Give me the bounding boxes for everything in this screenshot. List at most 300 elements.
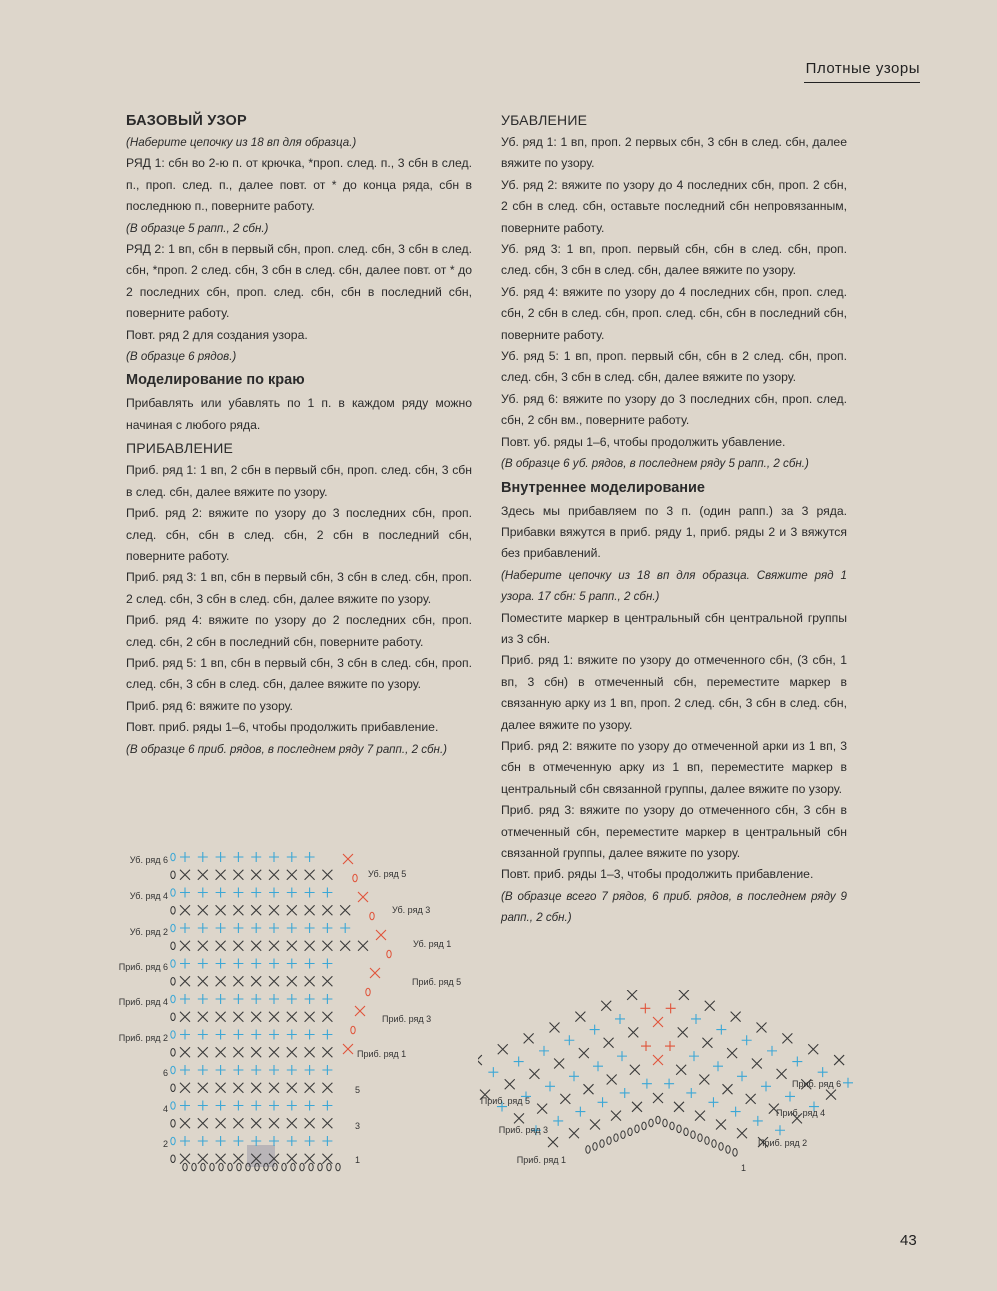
sc-stitch-icon	[180, 888, 190, 898]
chain-stitch-icon	[726, 1146, 730, 1154]
chain-stitch-icon	[336, 1163, 340, 1171]
sc-stitch-icon	[180, 959, 190, 969]
sc-stitch-icon	[666, 1003, 676, 1013]
heading-edge-shaping: Моделирование по краю	[126, 372, 305, 389]
sc-stitch-icon	[198, 994, 208, 1004]
sc-stitch-icon	[575, 1107, 585, 1117]
paragraph: Приб. ряд 2: вяжите по узору до отмеченной арки из 1 вп, 3 сбн в отмеченную арку из 1 вп, переместите маркер в центральный сбн связанной группы, далее вяжите по узору.	[501, 738, 847, 796]
sc-stitch-icon	[287, 1065, 297, 1075]
sc-stitch-icon	[180, 941, 190, 951]
sc-stitch-icon	[539, 1046, 549, 1056]
heading-increase: ПРИБАВЛЕНИЕ	[126, 440, 234, 457]
paragraph: Уб. ряд 6: вяжите по узору до 3 последних сбн, проп. след. сбн, 2 сбн вм., поверните работу.	[501, 391, 847, 428]
sc-stitch-icon	[287, 852, 297, 862]
paragraph: (В образце 5 рапп., 2 сбн.)	[126, 221, 269, 235]
paragraph: Приб. ряд 3: 1 вп, сбн в первый сбн, 3 сбн в след. сбн, проп. 2 след. сбн, 3 сбн в след. сбн, далее вяжите по узору.	[126, 570, 472, 606]
sc-stitch-icon	[216, 852, 226, 862]
sc-stitch-icon	[695, 1111, 705, 1121]
sc-stitch-icon	[305, 994, 315, 1004]
sc-stitch-icon	[180, 1136, 190, 1146]
sc-stitch-icon	[251, 994, 261, 1004]
sc-stitch-icon	[287, 888, 297, 898]
sc-stitch-icon	[216, 1083, 226, 1093]
sc-stitch-icon	[180, 1083, 190, 1093]
chain-stitch-icon	[171, 1031, 175, 1039]
sc-stitch-icon	[198, 852, 208, 862]
sc-stitch-icon	[198, 976, 208, 986]
sc-stitch-icon	[630, 1065, 640, 1075]
sc-stitch-icon	[216, 1118, 226, 1128]
heading-basic-pattern: БАЗОВЫЙ УЗОР	[126, 113, 247, 129]
sc-stitch-icon	[305, 1012, 315, 1022]
sc-stitch-icon	[251, 905, 261, 915]
paragraph: Приб. ряд 4: вяжите по узору до 2 последних сбн, проп. след. сбн, 2 сбн в последний сбн, поверните работу.	[126, 613, 472, 649]
chain-stitch-icon	[705, 1137, 709, 1145]
paragraph: Уб. ряд 5: 1 вп, проп. первый сбн, сбн в 2 след. сбн, проп. след. сбн, 3 сбн в след. сбн, далее вяжите по узору.	[501, 349, 847, 385]
sc-stitch-icon	[590, 1119, 600, 1129]
paragraph: (В образце всего 7 рядов, 6 приб. рядов, в последнем ряду 9 рапп., 2 сбн.)	[501, 889, 847, 925]
sc-stitch-icon	[627, 990, 637, 1000]
chart-row-label: Уб. ряд 5	[368, 869, 407, 879]
chain-stitch-icon	[171, 1102, 175, 1110]
chain-stitch-icon	[291, 1163, 295, 1171]
paragraph: Приб. ряд 3: вяжите по узору до отмеченного сбн, 3 сбн в отмеченный сбн, переместите маркер в центральный сбн связанной группы, далее вяжите по узору.	[501, 803, 847, 860]
chain-stitch-icon	[366, 988, 370, 996]
chain-stitch-icon	[201, 1163, 205, 1171]
sc-stitch-icon	[742, 1035, 752, 1045]
sc-stitch-icon	[305, 959, 315, 969]
sc-stitch-icon	[322, 1030, 332, 1040]
chain-stitch-icon	[370, 912, 374, 920]
sc-stitch-icon	[269, 1012, 279, 1022]
chain-stitch-icon	[628, 1128, 632, 1136]
sc-stitch-icon	[180, 852, 190, 862]
sc-stitch-icon	[664, 1079, 674, 1089]
edge-shaping-crochet-chart	[110, 835, 470, 1180]
chain-stitch-icon	[600, 1140, 604, 1148]
sc-stitch-icon	[808, 1044, 818, 1054]
sc-stitch-icon	[550, 1022, 560, 1032]
paragraph: РЯД 1: сбн во 2-ю п. от крючка, *проп. след. п., 3 сбн в след. п., проп. след. п., далее повт. от * до конца ряда, сбн в последнюю п., поверните работу.	[126, 156, 472, 214]
paragraph: Уб. ряд 4: вяжите по узору до 4 последних сбн, проп. след. сбн, 2 сбн в след. сбн, проп. след. сбн, сбн в последний сбн, поверните работу.	[501, 284, 847, 342]
sc-stitch-icon	[233, 1012, 243, 1022]
heading-decrease: УБАВЛЕНИЕ	[501, 112, 588, 128]
chart-row-label: 2	[162, 1139, 168, 1149]
sc-stitch-icon	[322, 888, 332, 898]
sc-stitch-icon	[305, 1047, 315, 1057]
chain-stitch-icon	[719, 1143, 723, 1151]
sc-stitch-icon	[686, 1088, 696, 1098]
sc-stitch-icon	[287, 923, 297, 933]
chart-row-label: 1	[355, 1155, 361, 1165]
chain-stitch-icon	[635, 1125, 639, 1133]
sc-stitch-icon	[180, 905, 190, 915]
chain-stitch-icon	[586, 1146, 590, 1154]
sc-stitch-icon	[322, 1118, 332, 1128]
chart-row-label: 1	[741, 1163, 747, 1173]
chart-row-label: Уб. ряд 3	[392, 905, 431, 915]
sc-stitch-icon	[287, 905, 297, 915]
sc-stitch-icon	[233, 976, 243, 986]
chain-stitch-icon	[192, 1163, 196, 1171]
sc-stitch-icon	[322, 1101, 332, 1111]
sc-stitch-icon	[233, 852, 243, 862]
paragraph: (В образце 6 рядов.)	[126, 350, 237, 364]
sc-stitch-icon	[305, 1118, 315, 1128]
sc-stitch-icon	[322, 1047, 332, 1057]
chain-stitch-icon	[228, 1163, 232, 1171]
sc-stitch-icon	[305, 905, 315, 915]
sc-stitch-icon	[233, 959, 243, 969]
right-column	[501, 108, 847, 929]
chain-stitch-icon	[171, 1155, 175, 1163]
sc-stitch-icon	[180, 1030, 190, 1040]
chain-stitch-icon	[171, 1066, 175, 1074]
sc-stitch-icon	[340, 905, 350, 915]
chain-stitch-icon	[327, 1163, 331, 1171]
paragraph: Приб. ряд 1: 1 вп, 2 сбн в первый сбн, проп. след. сбн, 3 сбн в след. сбн, далее вяжите по узору.	[126, 463, 472, 499]
chart-row-label: Приб. ряд 6	[792, 1079, 842, 1089]
chart-row-label: Приб. ряд 5	[412, 977, 462, 987]
sc-stitch-icon	[269, 888, 279, 898]
chart-row-label: 6	[162, 1068, 168, 1078]
sc-stitch-icon	[752, 1059, 762, 1069]
chart-row-label: Приб. ряд 2	[118, 1033, 168, 1043]
sc-stitch-icon	[376, 930, 386, 940]
sc-stitch-icon	[322, 870, 332, 880]
sc-stitch-icon	[233, 1118, 243, 1128]
sc-stitch-icon	[767, 1046, 777, 1056]
sc-stitch-icon	[713, 1061, 723, 1071]
sc-stitch-icon	[564, 1035, 574, 1045]
sc-stitch-icon	[269, 1065, 279, 1075]
sc-stitch-icon	[287, 1136, 297, 1146]
sc-stitch-icon	[180, 1065, 190, 1075]
sc-stitch-icon	[514, 1057, 524, 1067]
sc-stitch-icon	[343, 854, 353, 864]
sc-stitch-icon	[628, 1027, 638, 1037]
sc-stitch-icon	[233, 1083, 243, 1093]
sc-stitch-icon	[287, 1047, 297, 1057]
sc-stitch-icon	[269, 870, 279, 880]
sc-stitch-icon	[322, 976, 332, 986]
chain-stitch-icon	[171, 1119, 175, 1127]
sc-stitch-icon	[322, 1136, 332, 1146]
sc-stitch-icon	[569, 1128, 579, 1138]
sc-stitch-icon	[653, 1055, 663, 1065]
sc-stitch-icon	[792, 1057, 802, 1067]
sc-stitch-icon	[753, 1116, 763, 1126]
sc-stitch-icon	[216, 1101, 226, 1111]
sc-stitch-icon	[216, 1136, 226, 1146]
chain-stitch-icon	[642, 1122, 646, 1130]
paragraph: (Наберите цепочку из 18 вп для образца.)	[126, 136, 357, 149]
sc-stitch-icon	[269, 1083, 279, 1093]
paragraph: (В образце 6 приб. рядов, в последнем ряду 7 рапп., 2 сбн.)	[126, 742, 448, 756]
sc-stitch-icon	[498, 1044, 508, 1054]
sc-stitch-icon	[642, 1079, 652, 1089]
sc-stitch-icon	[216, 1065, 226, 1075]
sc-stitch-icon	[505, 1079, 515, 1089]
sc-stitch-icon	[343, 1044, 353, 1054]
sc-stitch-icon	[198, 1101, 208, 1111]
paragraph: Повт. уб. ряды 1–6, чтобы продолжить убавление.	[501, 434, 786, 449]
sc-stitch-icon	[251, 1030, 261, 1040]
sc-stitch-icon	[180, 1047, 190, 1057]
sc-stitch-icon	[640, 1003, 650, 1013]
chart-row-label: Уб. ряд 4	[129, 891, 168, 901]
chart-row-label: Приб. ряд 2	[758, 1138, 808, 1148]
sc-stitch-icon	[590, 1025, 600, 1035]
sc-stitch-icon	[198, 923, 208, 933]
sc-stitch-icon	[216, 976, 226, 986]
sc-stitch-icon	[269, 941, 279, 951]
sc-stitch-icon	[251, 852, 261, 862]
sc-stitch-icon	[287, 1154, 297, 1164]
chart-row-label: 4	[162, 1104, 168, 1114]
chain-stitch-icon	[171, 906, 175, 914]
paragraph: Повт. приб. ряды 1–3, чтобы продолжить прибавление.	[501, 867, 814, 882]
sc-stitch-icon	[251, 1047, 261, 1057]
sc-stitch-icon	[322, 1154, 332, 1164]
chain-stitch-icon	[387, 950, 391, 958]
left-column	[126, 110, 472, 760]
sc-stitch-icon	[761, 1081, 771, 1091]
sc-stitch-icon	[233, 994, 243, 1004]
sc-stitch-icon	[560, 1094, 570, 1104]
chain-stitch-icon	[171, 1137, 175, 1145]
sc-stitch-icon	[708, 1097, 718, 1107]
sc-stitch-icon	[777, 1069, 787, 1079]
chain-stitch-icon	[171, 924, 175, 932]
paragraph: Здесь мы прибавляем по 3 п. (один рапп.) за 3 ряда. Прибавки вяжутся в приб. ряду 1, приб. ряды 2 и 3 вяжутся без прибавлений.	[501, 503, 847, 561]
paragraph: Повт. ряд 2 для создания узора.	[126, 327, 308, 342]
chain-stitch-icon	[171, 1048, 175, 1056]
sc-stitch-icon	[198, 905, 208, 915]
chain-stitch-icon	[607, 1137, 611, 1145]
chain-stitch-icon	[171, 889, 175, 897]
sc-stitch-icon	[216, 923, 226, 933]
chart-row-label: 3	[355, 1121, 361, 1131]
sc-stitch-icon	[216, 1030, 226, 1040]
paragraph: (В образце 6 уб. рядов, в последнем ряду 5 рапп., 2 сбн.)	[501, 457, 809, 471]
sc-stitch-icon	[180, 923, 190, 933]
sc-stitch-icon	[233, 1047, 243, 1057]
sc-stitch-icon	[545, 1081, 555, 1091]
sc-stitch-icon	[233, 1030, 243, 1040]
sc-stitch-icon	[198, 1047, 208, 1057]
chart-row-label: Приб. ряд 1	[357, 1049, 407, 1059]
chain-stitch-icon	[614, 1134, 618, 1142]
sc-stitch-icon	[287, 941, 297, 951]
chart-row-label: Приб. ряд 6	[118, 962, 168, 972]
sc-stitch-icon	[322, 959, 332, 969]
sc-stitch-icon	[269, 1101, 279, 1111]
sc-stitch-icon	[305, 1065, 315, 1075]
sc-stitch-icon	[553, 1116, 563, 1126]
sc-stitch-icon	[593, 1061, 603, 1071]
chain-stitch-icon	[171, 1013, 175, 1021]
chain-stitch-icon	[351, 1026, 355, 1034]
sc-stitch-icon	[322, 905, 332, 915]
sc-stitch-icon	[233, 1101, 243, 1111]
sc-stitch-icon	[287, 959, 297, 969]
sc-stitch-icon	[641, 1041, 651, 1051]
chain-stitch-icon	[183, 1163, 187, 1171]
chain-stitch-icon	[171, 871, 175, 879]
sc-stitch-icon	[287, 994, 297, 1004]
sc-stitch-icon	[548, 1137, 558, 1147]
sc-stitch-icon	[607, 1074, 617, 1084]
sc-stitch-icon	[665, 1041, 675, 1051]
chart-row-label: Приб. ряд 4	[118, 997, 168, 1007]
chain-stitch-icon	[171, 977, 175, 985]
paragraph: Уб. ряд 3: 1 вп, проп. первый сбн, сбн в след. сбн, проп. след. сбн, 3 сбн в след. сбн, далее вяжите по узору.	[501, 242, 847, 278]
sc-stitch-icon	[198, 959, 208, 969]
sc-stitch-icon	[251, 1136, 261, 1146]
sc-stitch-icon	[705, 1001, 715, 1011]
sc-stitch-icon	[198, 870, 208, 880]
sc-stitch-icon	[370, 968, 380, 978]
sc-stitch-icon	[514, 1113, 524, 1123]
sc-stitch-icon	[537, 1104, 547, 1114]
sc-stitch-icon	[731, 1012, 741, 1022]
paragraph: Приб. ряд 2: вяжите по узору до 3 последних сбн, проп. след. сбн, сбн в след. сбн, 2 сбн в последний сбн, поверните работу.	[126, 506, 472, 563]
chain-stitch-icon	[171, 995, 175, 1003]
chain-stitch-icon	[318, 1163, 322, 1171]
paragraph: Повт. приб. ряды 1–6, чтобы продолжить прибавление.	[126, 720, 439, 735]
sc-stitch-icon	[198, 1012, 208, 1022]
chain-stitch-icon	[670, 1122, 674, 1130]
sc-stitch-icon	[233, 1136, 243, 1146]
sc-stitch-icon	[287, 1083, 297, 1093]
sc-stitch-icon	[615, 1014, 625, 1024]
sc-stitch-icon	[287, 1118, 297, 1128]
paragraph: Уб. ряд 2: вяжите по узору до 4 последних сбн, проп. 2 сбн, 2 сбн в след. сбн, оставьте последний сбн непровязанным, поверните работу.	[501, 177, 847, 235]
sc-stitch-icon	[216, 1047, 226, 1057]
chain-stitch-icon	[171, 960, 175, 968]
sc-stitch-icon	[702, 1038, 712, 1048]
sc-stitch-icon	[584, 1084, 594, 1094]
sc-stitch-icon	[653, 1093, 663, 1103]
sc-stitch-icon	[358, 892, 368, 902]
sc-stitch-icon	[305, 1154, 315, 1164]
sc-stitch-icon	[305, 1030, 315, 1040]
sc-stitch-icon	[198, 1154, 208, 1164]
chain-stitch-icon	[691, 1131, 695, 1139]
sc-stitch-icon	[322, 1065, 332, 1075]
sc-stitch-icon	[679, 990, 689, 1000]
chain-stitch-icon	[663, 1119, 667, 1127]
sc-stitch-icon	[287, 1030, 297, 1040]
paragraph: РЯД 2: 1 вп, сбн в первый сбн, проп. след. сбн, 3 сбн в след. сбн, *проп. 2 след. сбн, 3 сбн в след. сбн, далее повт. от * до 2 последних сбн, проп. след. сбн, сбн в последний сбн, поверните работу.	[126, 242, 472, 321]
chart-row-label: Приб. ряд 4	[776, 1108, 826, 1118]
sc-stitch-icon	[233, 1065, 243, 1075]
sc-stitch-icon	[198, 941, 208, 951]
sc-stitch-icon	[322, 1012, 332, 1022]
chain-stitch-icon	[219, 1163, 223, 1171]
chain-stitch-icon	[656, 1116, 660, 1124]
sc-stitch-icon	[216, 941, 226, 951]
sc-stitch-icon	[632, 1102, 642, 1112]
chart-row-label: Уб. ряд 6	[129, 855, 168, 865]
sc-stitch-icon	[269, 1030, 279, 1040]
sc-stitch-icon	[233, 905, 243, 915]
sc-stitch-icon	[251, 976, 261, 986]
sc-stitch-icon	[180, 1118, 190, 1128]
sc-stitch-icon	[216, 870, 226, 880]
sc-stitch-icon	[269, 1136, 279, 1146]
sc-stitch-icon	[251, 959, 261, 969]
sc-stitch-icon	[617, 1051, 627, 1061]
page-number: 43	[900, 1232, 917, 1249]
sc-stitch-icon	[305, 1136, 315, 1146]
sc-stitch-icon	[620, 1088, 630, 1098]
sc-stitch-icon	[322, 994, 332, 1004]
sc-stitch-icon	[251, 870, 261, 880]
internal-shaping-crochet-chart	[478, 990, 858, 1180]
chain-stitch-icon	[282, 1163, 286, 1171]
sc-stitch-icon	[524, 1033, 534, 1043]
sc-stitch-icon	[731, 1107, 741, 1117]
chain-stitch-icon	[649, 1119, 653, 1127]
chart-row-label: Приб. ряд 3	[382, 1014, 432, 1024]
sc-stitch-icon	[269, 959, 279, 969]
sc-stitch-icon	[834, 1055, 844, 1065]
sc-stitch-icon	[233, 870, 243, 880]
sc-stitch-icon	[340, 923, 350, 933]
sc-stitch-icon	[180, 1012, 190, 1022]
sc-stitch-icon	[785, 1091, 795, 1101]
sc-stitch-icon	[757, 1022, 767, 1032]
sc-stitch-icon	[251, 1118, 261, 1128]
sc-stitch-icon	[180, 1101, 190, 1111]
sc-stitch-icon	[180, 994, 190, 1004]
sc-stitch-icon	[478, 1055, 482, 1065]
sc-stitch-icon	[305, 888, 315, 898]
sc-stitch-icon	[305, 976, 315, 986]
sc-stitch-icon	[180, 870, 190, 880]
sc-stitch-icon	[269, 1047, 279, 1057]
sc-stitch-icon	[579, 1048, 589, 1058]
sc-stitch-icon	[737, 1071, 747, 1081]
sc-stitch-icon	[233, 888, 243, 898]
sc-stitch-icon	[269, 923, 279, 933]
sc-stitch-icon	[746, 1094, 756, 1104]
sc-stitch-icon	[233, 941, 243, 951]
sc-stitch-icon	[488, 1067, 498, 1077]
sc-stitch-icon	[269, 976, 279, 986]
sc-stitch-icon	[358, 941, 368, 951]
sc-stitch-icon	[233, 923, 243, 933]
sc-stitch-icon	[716, 1025, 726, 1035]
chain-stitch-icon	[171, 942, 175, 950]
sc-stitch-icon	[216, 888, 226, 898]
sc-stitch-icon	[782, 1033, 792, 1043]
sc-stitch-icon	[198, 1065, 208, 1075]
sc-stitch-icon	[180, 1154, 190, 1164]
sc-stitch-icon	[727, 1048, 737, 1058]
sc-stitch-icon	[604, 1038, 614, 1048]
paragraph: Уб. ряд 1: 1 вп, проп. 2 первых сбн, 3 сбн в след. сбн, далее вяжите по узору.	[501, 135, 847, 171]
paragraph: Поместите маркер в центральный сбн центральной группы из 3 сбн.	[501, 610, 847, 646]
sc-stitch-icon	[699, 1074, 709, 1084]
paragraph: Приб. ряд 5: 1 вп, сбн в первый сбн, 3 сбн в след. сбн, проп. след. сбн, 3 сбн в след. сбн, далее вяжите по узору.	[126, 655, 472, 692]
chain-stitch-icon	[300, 1163, 304, 1171]
chain-stitch-icon	[210, 1163, 214, 1171]
sc-stitch-icon	[198, 888, 208, 898]
sc-stitch-icon	[340, 941, 350, 951]
